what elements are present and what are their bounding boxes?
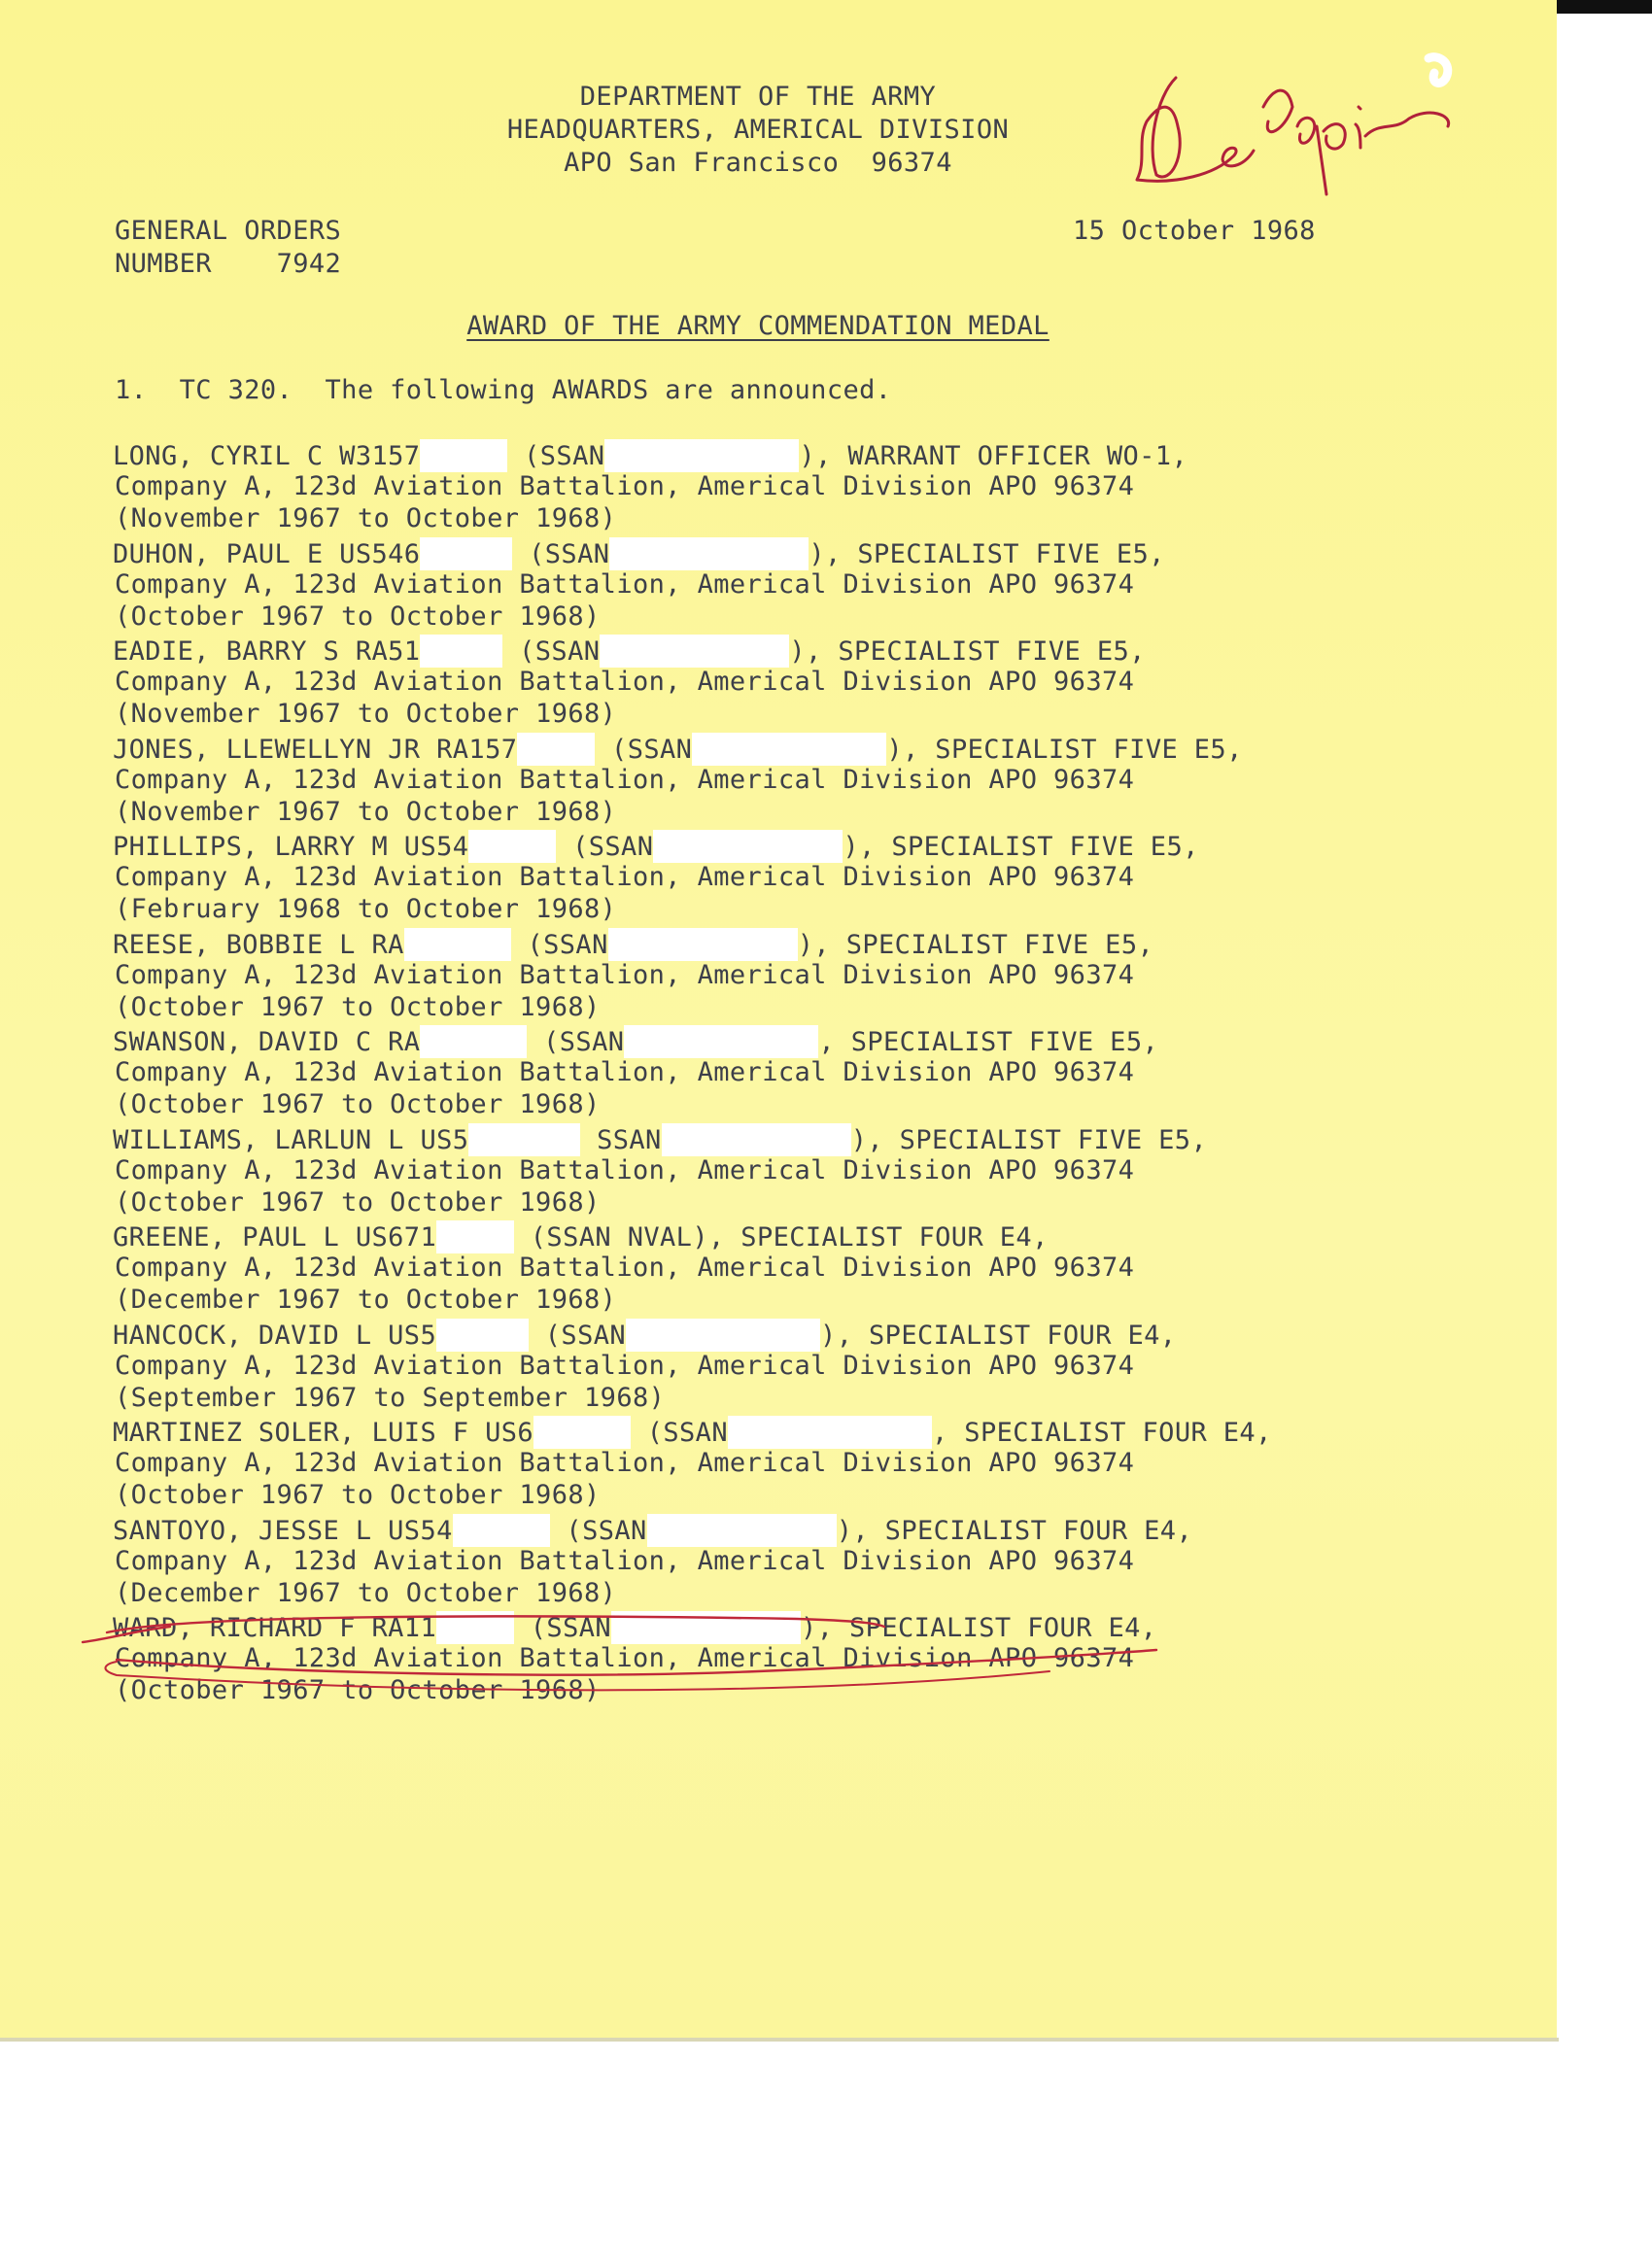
redaction-block xyxy=(653,830,843,863)
redaction-block xyxy=(692,733,886,766)
header-department: DEPARTMENT OF THE ARMY xyxy=(579,82,937,112)
ssan-label: (SSAN xyxy=(566,1515,647,1546)
rank-text: ), SPECIALIST FIVE E5, xyxy=(809,538,1165,569)
sheet-bottom-edge xyxy=(0,2038,1559,2042)
awardee-name: WILLIAMS, LARLUN L US5 xyxy=(113,1124,469,1155)
orders-number-row xyxy=(115,249,341,280)
award-period-line: (October 1967 to October 1968) xyxy=(115,1089,601,1119)
general-orders-label: GENERAL ORDERS xyxy=(115,216,342,246)
ssan-label: (SSAN xyxy=(524,441,605,471)
rank-text: ), SPECIALIST FIVE E5, xyxy=(797,929,1154,960)
ssan-label: (SSAN NVAL), SPECIALIST FOUR E4, xyxy=(530,1222,1049,1253)
award-name-line xyxy=(113,928,1153,961)
redaction-block xyxy=(609,537,809,570)
award-unit-line: Company A, 123d Aviation Battalion, Americal Division APO 96374 xyxy=(115,959,1135,990)
rank-text: ), SPECIALIST FOUR E4, xyxy=(801,1613,1157,1643)
awardee-name: WARD, RICHARD F RA11 xyxy=(113,1613,437,1643)
ssan-label: (SSAN xyxy=(527,929,608,960)
award-name-line xyxy=(113,537,1165,570)
award-period-line: (November 1967 to October 1968) xyxy=(115,503,617,533)
redaction-block xyxy=(468,1123,580,1156)
award-period-line: (November 1967 to October 1968) xyxy=(115,699,617,729)
redaction-block xyxy=(604,439,799,472)
redaction-block xyxy=(420,1025,527,1058)
number-label: NUMBER xyxy=(115,249,212,279)
award-unit-line: Company A, 123d Aviation Battalion, Americal Division APO 96374 xyxy=(115,1643,1135,1673)
redaction-block xyxy=(647,1514,837,1547)
award-name-line xyxy=(113,1025,1158,1058)
award-period-line: (September 1967 to September 1968) xyxy=(115,1382,666,1413)
orders-number: 7942 xyxy=(276,249,342,279)
redaction-block xyxy=(662,1123,851,1156)
award-name-line xyxy=(113,439,1187,472)
award-title: AWARD OF THE ARMY COMMENDATION MEDAL xyxy=(466,311,1050,341)
award-unit-line: Company A, 123d Aviation Battalion, Americal Division APO 96374 xyxy=(115,764,1135,795)
awardee-name: JONES, LLEWELLYN JR RA157 xyxy=(113,734,518,765)
rank-text: ), SPECIALIST FIVE E5, xyxy=(843,832,1199,862)
award-period-line: (December 1967 to October 1968) xyxy=(115,1285,617,1315)
redaction-block xyxy=(436,1220,514,1253)
award-period-line: (October 1967 to October 1968) xyxy=(115,1480,601,1510)
redaction-block xyxy=(533,1416,631,1449)
award-unit-line: Company A, 123d Aviation Battalion, Americal Division APO 96374 xyxy=(115,1057,1135,1087)
rank-text: ), SPECIALIST FOUR E4, xyxy=(836,1515,1193,1546)
award-unit-line: Company A, 123d Aviation Battalion, Americal Division APO 96374 xyxy=(115,1448,1135,1478)
award-name-line xyxy=(113,1123,1207,1156)
redaction-block xyxy=(626,1319,820,1352)
award-name-line xyxy=(113,635,1146,668)
award-name-line xyxy=(113,830,1199,863)
awardee-name: DUHON, PAUL E US546 xyxy=(113,538,421,569)
rank-text: ), SPECIALIST FOUR E4, xyxy=(820,1320,1177,1351)
redaction-block xyxy=(436,1611,514,1644)
signature-image xyxy=(1118,39,1467,214)
awardee-name: REESE, BOBBIE L RA xyxy=(113,929,404,960)
redaction-block xyxy=(420,439,507,472)
award-period-line: (December 1967 to October 1968) xyxy=(115,1577,617,1608)
ssan-label: (SSAN xyxy=(646,1418,728,1448)
redaction-block xyxy=(608,928,798,961)
award-name-line xyxy=(113,1220,1049,1253)
awardee-name: EADIE, BARRY S RA51 xyxy=(113,636,421,667)
ssan-label: SSAN xyxy=(597,1124,662,1155)
awardee-name: MARTINEZ SOLER, LUIS F US6 xyxy=(113,1418,534,1448)
award-period-line: (October 1967 to October 1968) xyxy=(115,1675,601,1705)
ssan-label: (SSAN xyxy=(544,1320,627,1351)
ssan-label: (SSAN xyxy=(530,1613,612,1643)
awardee-name: LONG, CYRIL C W3157 xyxy=(113,441,421,471)
award-unit-line: Company A, 123d Aviation Battalion, Americal Division APO 96374 xyxy=(115,1154,1135,1185)
ssan-label: (SSAN xyxy=(543,1027,625,1057)
award-period-line: (November 1967 to October 1968) xyxy=(115,796,617,827)
redaction-block xyxy=(517,733,595,766)
rank-text: ), SPECIALIST FIVE E5, xyxy=(886,734,1243,765)
award-period-line: (February 1968 to October 1968) xyxy=(115,894,617,924)
rank-text: ), WARRANT OFFICER WO-1, xyxy=(799,441,1188,471)
ssan-label: (SSAN xyxy=(529,538,610,569)
redaction-block xyxy=(404,928,511,961)
ssan-label: (SSAN xyxy=(572,832,654,862)
award-name-line xyxy=(113,733,1243,766)
rank-text: , SPECIALIST FOUR E4, xyxy=(931,1418,1272,1448)
redaction-block xyxy=(468,830,556,863)
award-unit-line: Company A, 123d Aviation Battalion, Americal Division APO 96374 xyxy=(115,667,1135,697)
award-period-line: (October 1967 to October 1968) xyxy=(115,601,601,632)
award-unit-line: Company A, 123d Aviation Battalion, Americal Division APO 96374 xyxy=(115,1545,1135,1576)
rank-text: ), SPECIALIST FIVE E5, xyxy=(850,1124,1208,1155)
rank-text: , SPECIALIST FIVE E5, xyxy=(818,1027,1159,1057)
ssan-label: (SSAN xyxy=(519,636,601,667)
paragraph-intro: 1. TC 320. The following AWARDS are announced. xyxy=(115,375,892,405)
redaction-block xyxy=(611,1611,801,1644)
award-unit-line: Company A, 123d Aviation Battalion, Americal Division APO 96374 xyxy=(115,1253,1135,1283)
award-name-line xyxy=(113,1319,1176,1352)
header-apo: APO San Francisco 96374 xyxy=(564,148,952,178)
award-unit-line: Company A, 123d Aviation Battalion, Americal Division APO 96374 xyxy=(115,471,1135,501)
redaction-block xyxy=(624,1025,818,1058)
awardee-name: SANTOYO, JESSE L US54 xyxy=(113,1515,453,1546)
redaction-block xyxy=(600,635,789,668)
redaction-block xyxy=(420,537,512,570)
award-name-line xyxy=(113,1416,1272,1449)
redaction-block xyxy=(420,635,502,668)
scan-edge xyxy=(1557,0,1652,14)
award-name-line xyxy=(113,1514,1192,1547)
redaction-block xyxy=(453,1514,550,1547)
orders-date: 15 October 1968 xyxy=(1073,216,1316,246)
awardee-name: SWANSON, DAVID C RA xyxy=(113,1027,421,1057)
header-headquarters: HEADQUARTERS, AMERICAL DIVISION xyxy=(506,115,1010,145)
award-period-line: (October 1967 to October 1968) xyxy=(115,991,601,1022)
award-unit-line: Company A, 123d Aviation Battalion, Americal Division APO 96374 xyxy=(115,568,1135,600)
award-period-line: (October 1967 to October 1968) xyxy=(115,1186,601,1218)
award-unit-line: Company A, 123d Aviation Battalion, Americal Division APO 96374 xyxy=(115,862,1135,892)
ssan-label: (SSAN xyxy=(611,734,693,765)
rank-text: ), SPECIALIST FIVE E5, xyxy=(789,636,1146,667)
award-unit-line: Company A, 123d Aviation Battalion, Americal Division APO 96374 xyxy=(115,1350,1135,1381)
redaction-block xyxy=(436,1319,529,1352)
awardee-name: GREENE, PAUL L US671 xyxy=(113,1222,437,1253)
award-name-line xyxy=(113,1611,1156,1644)
awardee-name: PHILLIPS, LARRY M US54 xyxy=(113,832,469,862)
redaction-block xyxy=(728,1416,932,1449)
awardee-name: HANCOCK, DAVID L US5 xyxy=(113,1320,437,1351)
